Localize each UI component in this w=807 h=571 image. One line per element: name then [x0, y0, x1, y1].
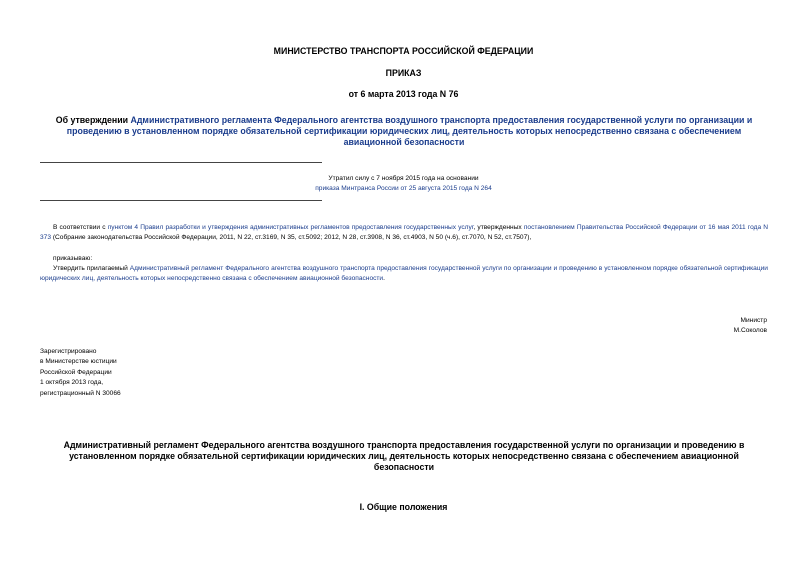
- divider-bottom: [40, 200, 322, 201]
- preamble-paragraph: [40, 223, 768, 243]
- approve-text-1: Утвердить прилагаемый: [53, 265, 130, 272]
- preamble-text-1: В соответствии с: [53, 224, 108, 231]
- government-resolution-link[interactable]: постановлением Правительства Российской Федерации от 16 мая 2011 года N 373: [40, 224, 769, 242]
- regulation-title: Административный регламент Федерального агентства воздушного транспорта предоставления государственной услуги по организации и проведению в установленном порядке обязательной сертификации юридических лиц, деятельность которых непосредственно связана с обеспечением авиационной безопасности: [63, 440, 745, 472]
- status-note-repeal-link[interactable]: приказа Минтранса России от 25 августа 2015 года N 264: [315, 185, 492, 192]
- registration-line1: Зарегистрировано: [40, 348, 97, 355]
- rules-point4-link[interactable]: пунктом 4 Правил разработки и утверждения административных регламентов предоставления государственных услуг: [107, 224, 474, 231]
- title-prefix: Об утверждении: [55, 115, 131, 125]
- section-title: I. Общие положения: [359, 502, 448, 512]
- document-date-number: от 6 марта 2013 года N 76: [348, 89, 459, 99]
- signer-position: Министр: [740, 317, 767, 324]
- registration-line2: в Министерстве юстиции: [40, 358, 117, 366]
- title-regulation-link[interactable]: Административного регламента Федерального агентства воздушного транспорта предоставления государственной услуги по организации и проведению в установленном порядке обязательной сертификации юридических лиц, деятельность которых непосредственно связана с обеспечением авиационной безопасности: [66, 115, 753, 147]
- signer-name: М.Соколов: [733, 327, 767, 335]
- preamble-text-2: , утвержденных: [473, 224, 524, 231]
- divider-top: [40, 162, 322, 163]
- approve-text-2: .: [383, 275, 385, 283]
- registration-line4: 1 октября 2013 года,: [40, 379, 104, 387]
- approved-regulation-link[interactable]: Административный регламент Федерального агентства воздушного транспорта предоставления государственной услуги по организации и проведению в установленном порядке обязательной сертификации юридических лиц, деятельность которых непосредственно связана с обеспечением авиационной безопасности: [40, 265, 768, 283]
- signer-block: [734, 316, 767, 337]
- registration-line3: Российской Федерации: [40, 368, 112, 376]
- document-title: [40, 115, 768, 148]
- ministry-heading: МИНИСТЕРСТВО ТРАНСПОРТА РОССИЙСКОЙ ФЕДЕРАЦИИ: [273, 46, 534, 56]
- order-word: приказываю:: [53, 255, 93, 262]
- approve-paragraph: [40, 264, 768, 284]
- status-note-line1: Утратил силу с 7 ноября 2015 года на основании: [328, 175, 479, 182]
- registration-block: [40, 347, 121, 399]
- registration-line5: регистрационный N 30066: [40, 389, 121, 397]
- document-type: ПРИКАЗ: [385, 68, 422, 78]
- preamble-text-3: (Собрание законодательства Российской Федерации, 2011, N 22, ст.3169, N 35, ст.5092; 2012, N 28, ст.3908, N 36, ст.4903, N 50 (ч.6), ст.7070, N 52, ст.7507),: [51, 234, 532, 242]
